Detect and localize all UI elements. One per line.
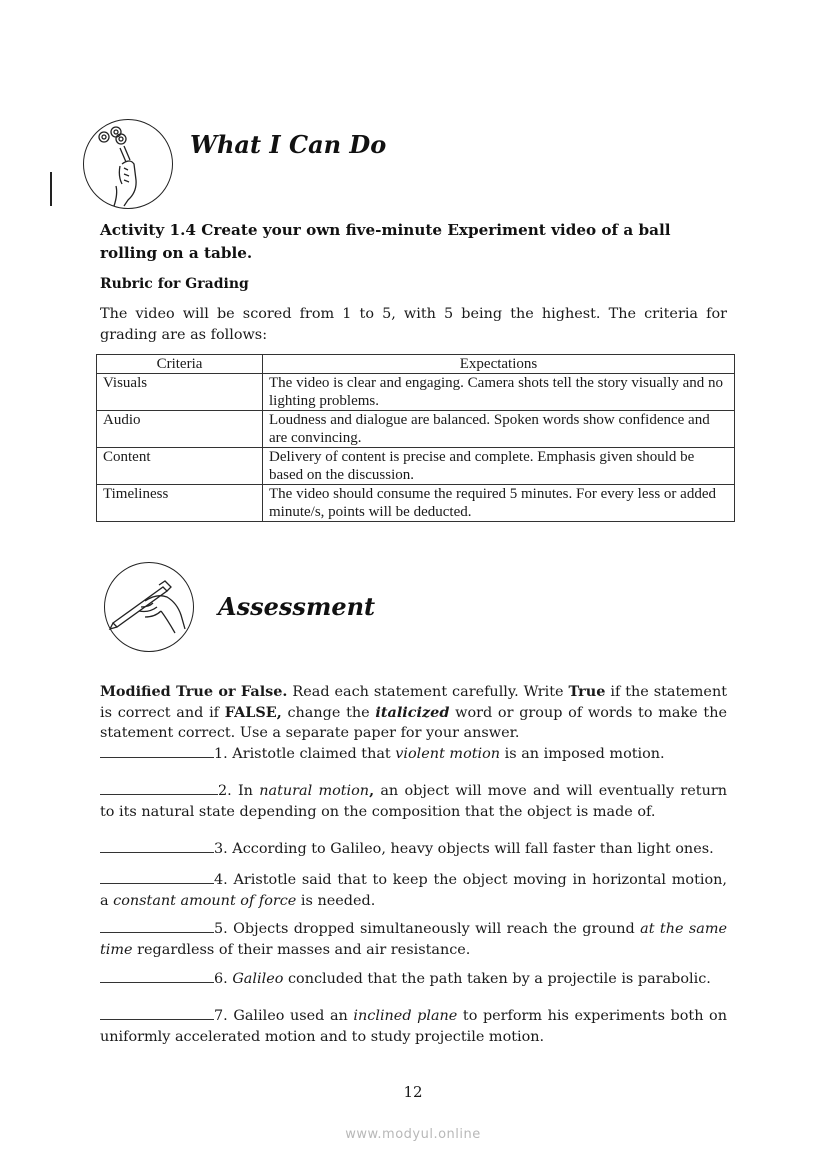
answer-blank[interactable] — [100, 871, 214, 884]
list-item: 6. Galileo concluded that the path taken by a projectile is parabolic. — [100, 969, 727, 990]
activity-heading: Activity 1.4 Create your own five-minute Experiment video of a ball rolling on a table. — [100, 221, 671, 262]
table-row — [97, 374, 735, 411]
list-item: 7. Galileo used an inclined plane to perform his experiments both on uniformly accelerated motion and to study projectile motion. — [100, 1008, 727, 1045]
true-keyword: True — [568, 683, 606, 700]
column-header: Expectations — [263, 355, 735, 374]
list-item: 4. Aristotle said that to keep the object moving in horizontal motion, a constant amount of force is needed. — [100, 872, 727, 909]
margin-bar — [50, 172, 52, 206]
answer-blank[interactable] — [100, 920, 214, 933]
rubric-table — [96, 354, 735, 522]
assessment-instructions: Modified True or False. Read each statement carefully. Write True if the statement is correct and if FALSE, change the italicized word or group of words to make the statement correct. Use a separate paper for your answer. — [100, 683, 727, 741]
hand-writing-icon — [104, 562, 194, 652]
list-item: 5. Objects dropped simultaneously will reach the ground at the same time regardless of their masses and air resistance. — [100, 921, 727, 958]
criteria-cell: Visuals — [97, 374, 263, 411]
criteria-cell: Audio — [97, 411, 263, 448]
wrench-hand-icon — [83, 119, 173, 209]
answer-blank[interactable] — [100, 970, 214, 983]
answer-blank[interactable] — [100, 745, 214, 758]
watermark: www.modyul.online — [345, 1127, 481, 1142]
list-item: 1. Aristotle claimed that violent motion is an imposed motion. — [100, 744, 727, 765]
rubric-title: Rubric for Grading — [100, 276, 249, 292]
criteria-cell: Timeliness — [97, 485, 263, 522]
table-row — [97, 485, 735, 522]
answer-blank[interactable] — [100, 1007, 214, 1020]
rubric-intro: The video will be scored from 1 to 5, with 5 being the highest. The criteria for grading are as follows: — [100, 306, 727, 343]
table-header-row — [97, 355, 735, 374]
expectation-cell: Delivery of content is precise and complete. Emphasis given should be based on the discussion. — [263, 448, 735, 485]
section-title-assessment: Assessment — [218, 592, 376, 621]
italicized-keyword: italicized — [375, 703, 450, 721]
answer-blank[interactable] — [100, 840, 214, 853]
list-item: 2. In natural motion, an object will move and will eventually return to its natural state depending on the composition that the object is made of. — [100, 782, 727, 820]
expectation-cell: The video should consume the required 5 minutes. For every less or added minute/s, points will be deducted. — [263, 485, 735, 522]
column-header: Criteria — [97, 355, 263, 374]
false-keyword: FALSE, — [224, 703, 282, 721]
criteria-cell: Content — [97, 448, 263, 485]
page-number: 12 — [403, 1083, 423, 1101]
instructions-label: Modified True or False. — [100, 683, 288, 700]
table-row — [97, 448, 735, 485]
expectation-cell: Loudness and dialogue are balanced. Spoken words show confidence and are convincing. — [263, 411, 735, 448]
expectation-cell: The video is clear and engaging. Camera shots tell the story visually and no lighting problems. — [263, 374, 735, 411]
table-row — [97, 411, 735, 448]
answer-blank[interactable] — [100, 782, 218, 795]
list-item: 3. According to Galileo, heavy objects will fall faster than light ones. — [100, 839, 727, 860]
section-title-what-i-can-do: What I Can Do — [190, 130, 387, 159]
